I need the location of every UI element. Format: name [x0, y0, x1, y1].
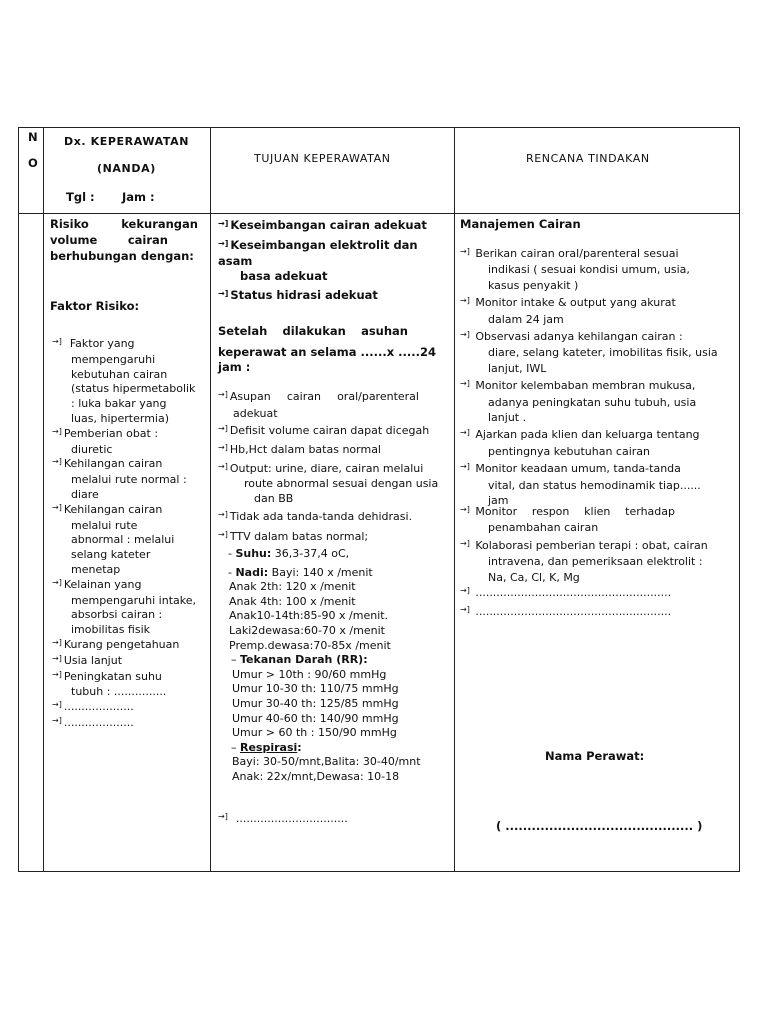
- item-text: intravena, dan pemeriksaan elektrolit :: [488, 555, 703, 569]
- nadi-line: Laki2dewasa:60-70 x /menit: [229, 623, 385, 637]
- resp-label: Respirasi: [240, 740, 298, 754]
- item-text: basa adekuat: [240, 269, 328, 283]
- item-text: Ajarkan pada klien dan keluarga tentang: [475, 428, 700, 442]
- item-text: Keseimbangan cairan adekuat: [230, 218, 427, 232]
- checkbox-arrow-icon: →]: [218, 812, 228, 821]
- tujuan-setelah-line3: jam :: [218, 360, 251, 374]
- list-item: [460, 378, 718, 394]
- checkbox-arrow-icon: →]: [218, 219, 229, 228]
- word: Monitor: [475, 505, 518, 518]
- td-line: Umur > 60 th : 150/90 mmHg: [232, 726, 397, 740]
- checkbox-arrow-icon: →]: [52, 700, 62, 710]
- list-item: [218, 510, 438, 526]
- list-item: [52, 670, 196, 686]
- item-text: abnormal : melalui: [71, 533, 175, 547]
- nadi-line: Anak 2th: 120 x /menit: [229, 580, 356, 594]
- nama-perawat-label: Nama Perawat:: [545, 749, 645, 763]
- item-text: dan BB: [254, 492, 294, 506]
- item-text: adanya peningkatan suhu tubuh, usia: [488, 395, 697, 409]
- checkbox-arrow-icon: →]: [460, 586, 470, 595]
- item-text: luas, hipertermia): [71, 411, 170, 425]
- item-text: kebutuhan cairan: [71, 367, 168, 381]
- list-item: [460, 538, 708, 554]
- item-text: Usia lanjut: [63, 653, 123, 667]
- suhu-label: Suhu:: [235, 547, 272, 560]
- item-text: Kolaborasi pemberian terapi : obat, cairan: [475, 539, 708, 552]
- word: asuhan: [361, 324, 408, 338]
- item-text: ....................: [63, 715, 134, 729]
- resp-line: Anak: 22x/mnt,Dewasa: 10-18: [232, 769, 400, 783]
- item-text: diare, selang kateter, imobilitas fisik, usia: [488, 346, 718, 360]
- checkbox-arrow-icon: →]: [460, 379, 470, 389]
- header-tujuan: TUJUAN KEPERAWATAN: [254, 152, 391, 165]
- list-item: [460, 461, 718, 477]
- list-item: [218, 218, 427, 234]
- tujuan-setelah-line1: [218, 324, 408, 338]
- item-text: Monitor intake & output yang akurat: [475, 296, 676, 310]
- dx-faktor-list: [52, 337, 196, 732]
- checkbox-arrow-icon: →]: [460, 605, 470, 614]
- item-text: ....................: [63, 700, 134, 714]
- checkbox-arrow-icon: →]: [218, 461, 228, 471]
- item-text: pentingnya kebutuhan cairan: [488, 444, 651, 458]
- tujuan-setelah-line2: keperawat an selama ......x .....24: [218, 345, 437, 359]
- list-item: [52, 654, 196, 670]
- rencana-respon-line2: penambahan cairan: [488, 521, 599, 534]
- dx-diagnosis-line3: berhubungan dengan:: [50, 249, 194, 263]
- suhu-row: - Suhu: 36,3-37,4 oC,: [228, 547, 350, 560]
- item-text: (status hipermetabolik: [71, 382, 196, 396]
- list-item: [460, 295, 718, 311]
- list-item: [52, 337, 196, 353]
- item-text: diare: [71, 487, 99, 501]
- header-nanda: (NANDA): [97, 162, 156, 175]
- checkbox-arrow-icon: →]: [52, 426, 62, 436]
- dx-word: volume: [50, 233, 98, 247]
- word: terhadap: [625, 505, 675, 518]
- header-dx-title: Dx. KEPERAWATAN: [64, 135, 190, 148]
- list-item: [460, 329, 718, 345]
- td-label: Tekanan Darah (RR):: [240, 653, 368, 667]
- word: Asupan: [229, 390, 271, 403]
- item-text: tubuh : ...............: [71, 685, 167, 699]
- list-item: [460, 246, 718, 262]
- checkbox-arrow-icon: →]: [460, 539, 470, 548]
- rencana-dots-1: [460, 586, 671, 599]
- item-text: Peningkatan suhu: [63, 669, 162, 683]
- item-text: indikasi ( sesuai kondisi umum, usia,: [488, 263, 690, 277]
- item-text: lanjut, IWL: [488, 361, 547, 375]
- header-tgl: Tgl :: [66, 190, 95, 204]
- word: oral/parenteral: [337, 390, 419, 403]
- tujuan-outcomes: [218, 218, 427, 304]
- item-text: Status hidrasi adekuat: [230, 288, 378, 302]
- item-text: ........................................................: [475, 605, 672, 618]
- item-text: : luka bakar yang: [71, 397, 167, 411]
- list-item: [218, 424, 438, 440]
- col-divider-1: [43, 128, 44, 871]
- item-text: Tidak ada tanda-tanda dehidrasi.: [229, 509, 413, 523]
- header-rencana: RENCANA TINDAKAN: [526, 152, 650, 165]
- item-text: absorbsi cairan :: [71, 608, 163, 622]
- dx-diagnosis-line1: [50, 217, 198, 231]
- header-jam: Jam :: [122, 190, 155, 204]
- list-item: [218, 530, 438, 546]
- tujuan-vitals: [228, 547, 421, 785]
- item-text: Kehilangan cairan: [63, 457, 163, 471]
- nadi-label: Nadi:: [235, 565, 269, 579]
- item-text: jam: [488, 494, 509, 508]
- nadi-line: Anak10-14th:85-90 x /menit.: [229, 609, 389, 623]
- list-item: [460, 427, 718, 443]
- item-text: imobilitas fisik: [71, 623, 151, 637]
- dx-faktor-title: Faktor Risiko:: [50, 299, 140, 313]
- list-item: [52, 578, 196, 594]
- item-text: kasus penyakit ): [488, 278, 579, 292]
- checkbox-arrow-icon: →]: [460, 462, 470, 472]
- suhu-value: 36,3-37,4 oC,: [274, 547, 350, 560]
- item-text: vital, dan status hemodinamik tiap......: [488, 478, 701, 492]
- list-item: [52, 427, 196, 443]
- nadi-line: Anak 4th: 100 x /menit: [229, 594, 356, 608]
- list-item: [218, 462, 438, 478]
- item-text: Pemberian obat :: [63, 426, 159, 440]
- checkbox-arrow-icon: →]: [460, 330, 470, 340]
- checkbox-arrow-icon: →]: [218, 390, 228, 399]
- tujuan-criteria: [218, 424, 438, 546]
- header-no-n: N: [28, 130, 38, 144]
- checkbox-arrow-icon: →]: [460, 505, 470, 514]
- checkbox-arrow-icon: →]: [52, 715, 62, 725]
- item-text: Berikan cairan oral/parenteral sesuai: [475, 247, 679, 260]
- item-text: Keseimbangan elektrolit dan: [230, 238, 418, 252]
- col-divider-2: [210, 128, 211, 871]
- item-text: route abnormal sesuai dengan usia: [244, 477, 439, 491]
- item-text: melalui rute: [71, 518, 138, 532]
- checkbox-arrow-icon: →]: [460, 296, 470, 306]
- list-item: [52, 716, 196, 732]
- rencana-kolab: [460, 538, 708, 585]
- checkbox-arrow-icon: →]: [218, 529, 228, 539]
- header-no-o: O: [28, 156, 38, 170]
- word: cairan: [286, 390, 321, 403]
- rencana-list: [460, 246, 718, 509]
- item-text: TTV dalam batas normal;: [229, 529, 369, 543]
- checkbox-arrow-icon: →]: [52, 653, 62, 663]
- dx-diagnosis-line2: [50, 233, 168, 247]
- item-text: asam: [218, 254, 253, 268]
- checkbox-arrow-icon: →]: [52, 577, 62, 587]
- checkbox-arrow-icon: →]: [218, 442, 228, 452]
- item-text: Kurang pengetahuan: [63, 637, 180, 651]
- checkbox-arrow-icon: →]: [52, 669, 62, 679]
- item-text: melalui rute normal :: [71, 473, 187, 487]
- word: dilakukan: [282, 324, 346, 338]
- item-text: Na, Ca, Cl, K, Mg: [488, 570, 580, 584]
- nadi-line: Premp.dewasa:70-85x /menit: [229, 638, 391, 652]
- list-item: [218, 443, 438, 459]
- list-item: [52, 503, 196, 519]
- checkbox-arrow-icon: →]: [52, 637, 62, 647]
- item-text: Kehilangan cairan: [63, 502, 163, 516]
- tujuan-asupan-line1: [218, 390, 419, 403]
- resp-colon: :: [297, 740, 302, 754]
- dx-word: kekurangan: [121, 217, 198, 231]
- checkbox-arrow-icon: →]: [52, 457, 62, 467]
- td-line: Umur > 10th : 90/60 mmHg: [232, 667, 387, 681]
- item-text: ........................................................: [475, 586, 672, 599]
- resp-line: Bayi: 30-50/mnt,Balita: 30-40/mnt: [232, 755, 421, 769]
- tujuan-last-item: [218, 812, 348, 825]
- list-item: [218, 288, 427, 304]
- checkbox-arrow-icon: →]: [218, 424, 228, 433]
- nadi-row: - Nadi: Bayi: 140 x /menit: [228, 565, 373, 579]
- list-item: [52, 457, 196, 473]
- word: Setelah: [218, 324, 268, 338]
- item-text: Monitor keadaan umum, tanda-tanda: [475, 462, 681, 476]
- checkbox-arrow-icon: →]: [460, 247, 470, 256]
- item-text: mempengaruhi intake,: [71, 593, 196, 607]
- item-text: Monitor kelembaban membran mukusa,: [475, 379, 696, 393]
- td-row: – Tekanan Darah (RR):: [231, 653, 368, 667]
- list-item: [52, 638, 196, 654]
- item-text: menetap: [71, 562, 121, 576]
- item-text: Output: urine, diare, cairan melalui: [229, 461, 424, 475]
- word: klien: [584, 505, 611, 518]
- dx-word: cairan: [127, 233, 168, 247]
- checkbox-arrow-icon: →]: [460, 428, 470, 438]
- td-line: Umur 10-30 th: 110/75 mmHg: [232, 682, 399, 696]
- rencana-title: Manajemen Cairan: [460, 217, 581, 231]
- item-text: Observasi adanya kehilangan cairan :: [475, 330, 683, 344]
- item-text: Hb,Hct dalam batas normal: [229, 442, 381, 456]
- checkbox-arrow-icon: →]: [52, 502, 62, 512]
- td-line: Umur 40-60 th: 140/90 mmHg: [232, 711, 399, 725]
- list-item: [218, 238, 427, 254]
- col-divider-3: [454, 128, 455, 871]
- header-divider: [19, 213, 739, 214]
- word: respon: [531, 505, 570, 518]
- checkbox-arrow-icon: →]: [218, 509, 228, 519]
- item-text: lanjut .: [488, 411, 527, 425]
- item-text: diuretic: [71, 442, 113, 456]
- item-text: Defisit volume cairan dapat dicegah: [229, 424, 430, 437]
- dx-word: Risiko: [50, 217, 89, 231]
- checkbox-arrow-icon: →]: [52, 337, 62, 346]
- tujuan-asupan-line2: adekuat: [233, 407, 278, 420]
- checkbox-arrow-icon: →]: [218, 239, 229, 248]
- rencana-dots-2: [460, 605, 671, 618]
- resp-row: – Respirasi:: [231, 740, 302, 754]
- rencana-respon-line1: [460, 505, 675, 518]
- signature-line: ( ........................................... ): [496, 819, 703, 833]
- td-line: Umur 30-40 th: 125/85 mmHg: [232, 696, 399, 710]
- item-text: selang kateter: [71, 548, 151, 562]
- checkbox-arrow-icon: →]: [218, 289, 229, 298]
- item-text: Kelainan yang: [63, 577, 142, 591]
- nadi-value: Bayi: 140 x /menit: [271, 565, 373, 579]
- item-text: Faktor yang: [69, 337, 135, 350]
- list-item: [52, 700, 196, 716]
- item-text: ................................: [235, 812, 348, 825]
- item-text: mempengaruhi: [71, 352, 156, 366]
- item-text: dalam 24 jam: [488, 312, 564, 326]
